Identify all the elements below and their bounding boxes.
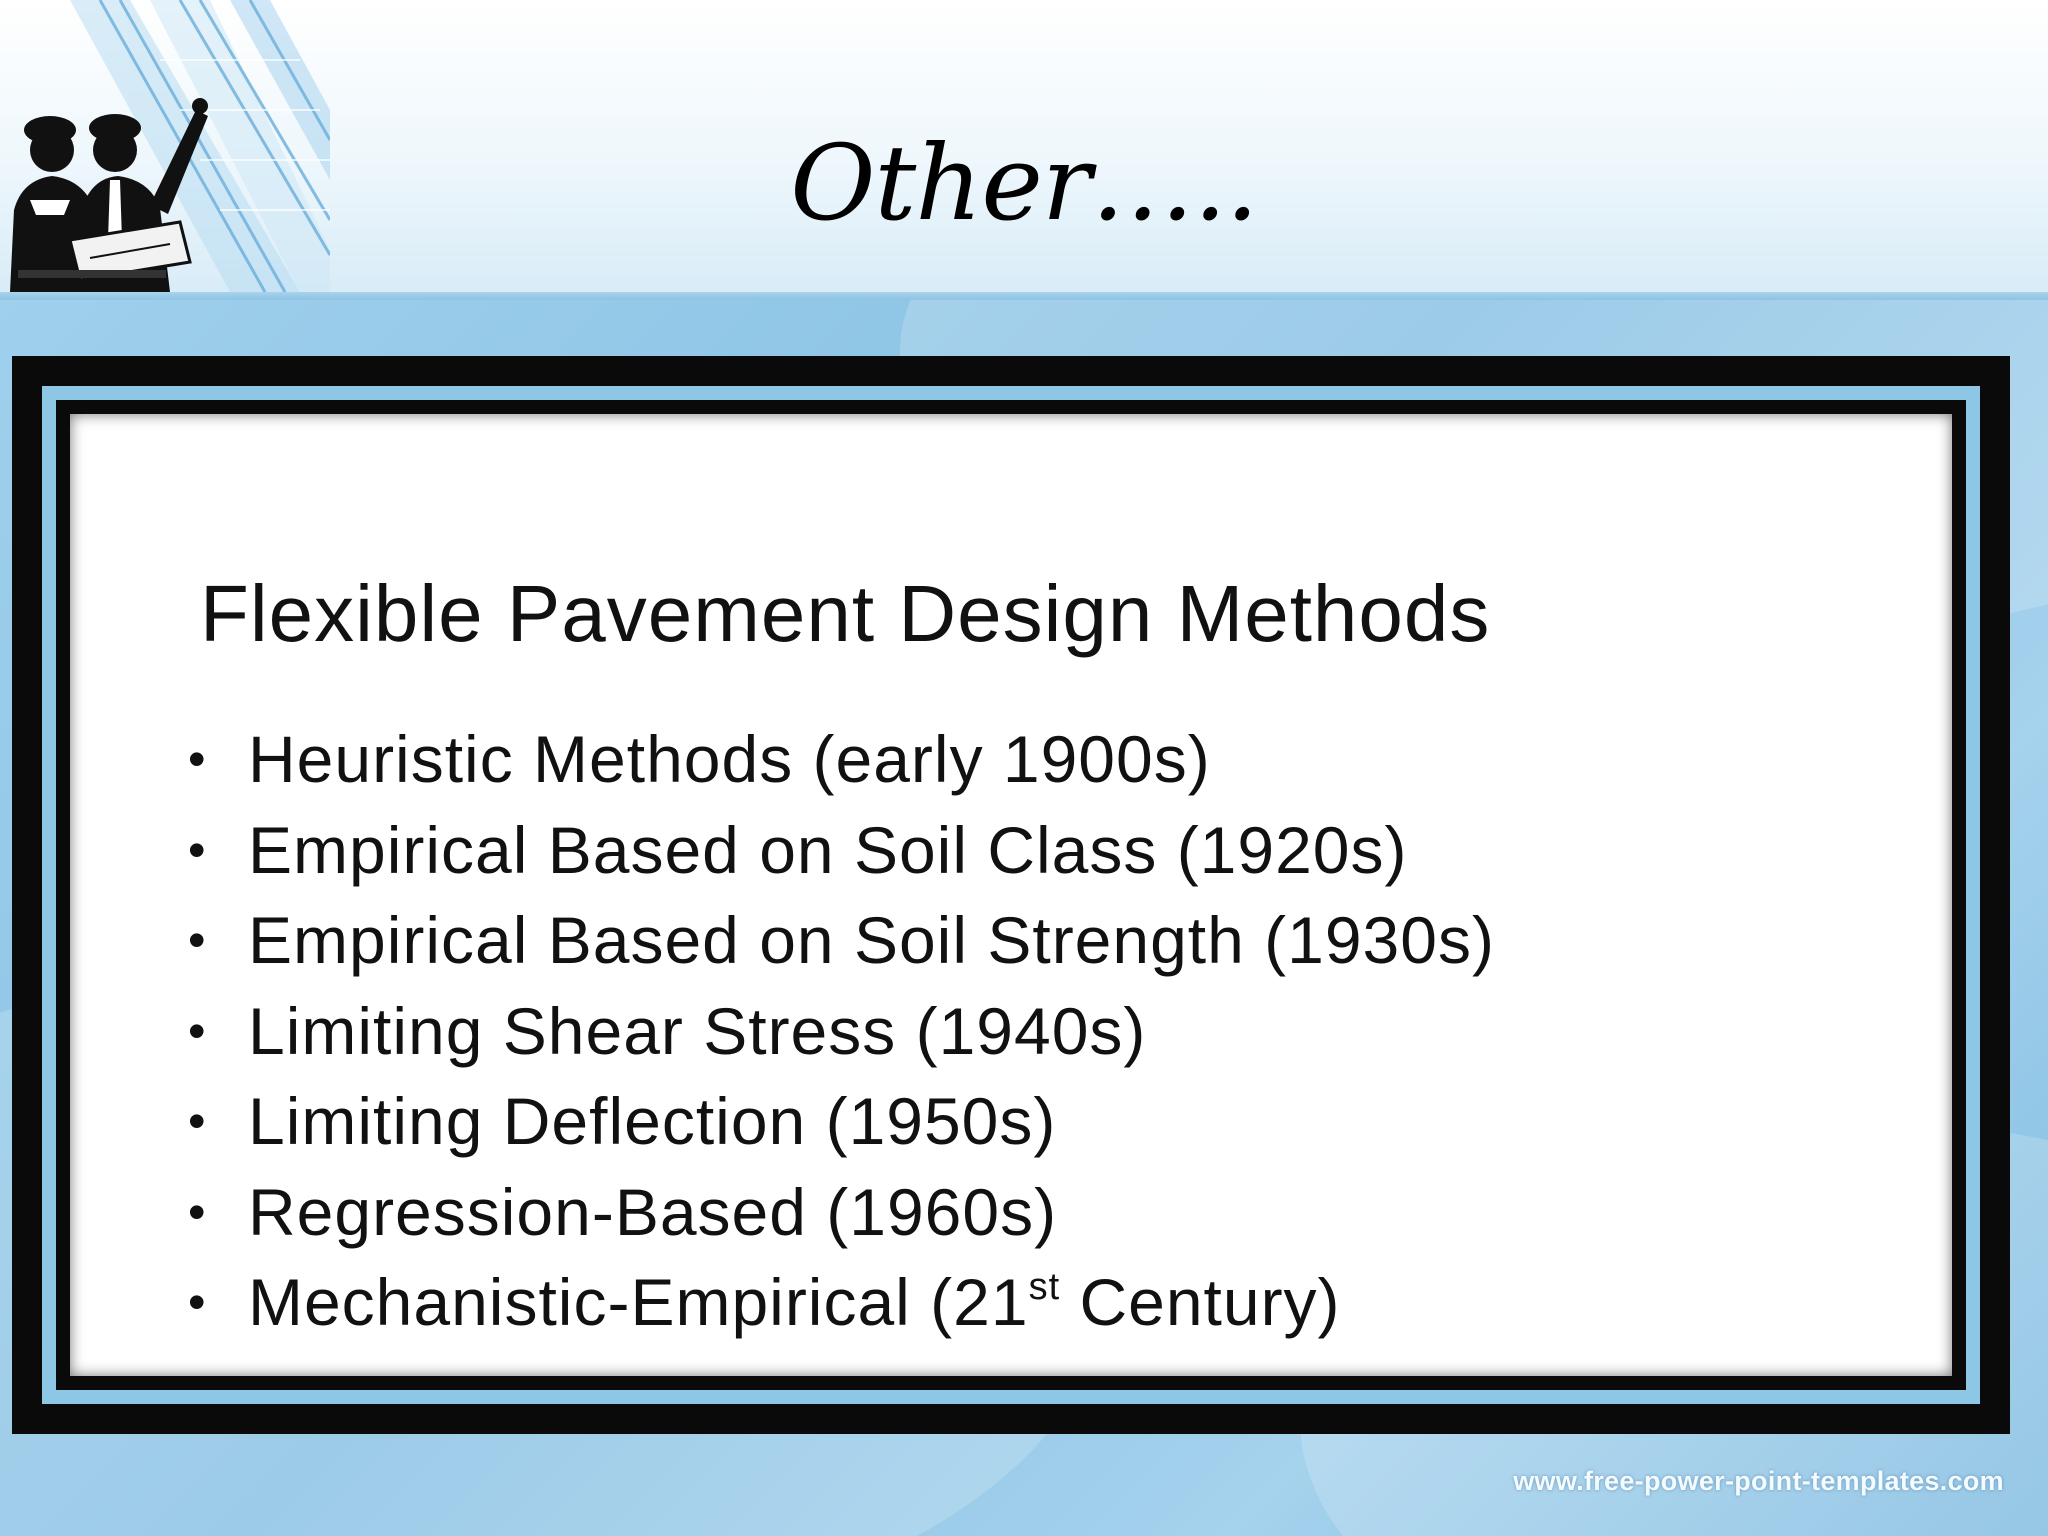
image-frame-accent: [42, 386, 1980, 1404]
image-frame: [12, 356, 2010, 1434]
ordinal-superscript: st: [1028, 1266, 1061, 1308]
header-divider: [0, 292, 2048, 300]
bullet-icon: •: [188, 1093, 207, 1149]
bullet-icon: •: [188, 912, 207, 968]
list-item-text: Limiting Deflection (1950s): [248, 1084, 1057, 1158]
panel-heading: Flexible Pavement Design Methods: [200, 569, 1491, 658]
bullet-icon: •: [188, 1183, 207, 1240]
bullet-icon: •: [188, 821, 207, 878]
list-item-text: Limiting Shear Stress (1940s): [248, 993, 1147, 1068]
list-item-text-tail: Century): [1060, 1265, 1341, 1339]
slide-title: Other…..: [790, 122, 1258, 244]
slide-header: [0, 0, 2048, 292]
list-item-text: Empirical Based on Soil Strength (1930s): [248, 903, 1495, 977]
content-panel: [70, 414, 1952, 1376]
footer-url: www.free-power-point-templates.com: [1513, 1466, 2004, 1496]
list-item-text: Regression-Based (1960s): [248, 1174, 1058, 1249]
list-item-text: Heuristic Methods (early 1900s): [248, 722, 1211, 796]
list-item-text: [248, 1257, 1341, 1347]
bullet-icon: •: [188, 731, 207, 787]
image-frame-inner: [56, 400, 1966, 1390]
bullet-icon: •: [188, 1002, 207, 1059]
bullet-icon: •: [188, 1274, 207, 1330]
list-item-text: Empirical Based on Soil Class (1920s): [248, 812, 1408, 887]
list-item-text-main: Mechanistic-Empirical (21: [248, 1265, 1029, 1339]
